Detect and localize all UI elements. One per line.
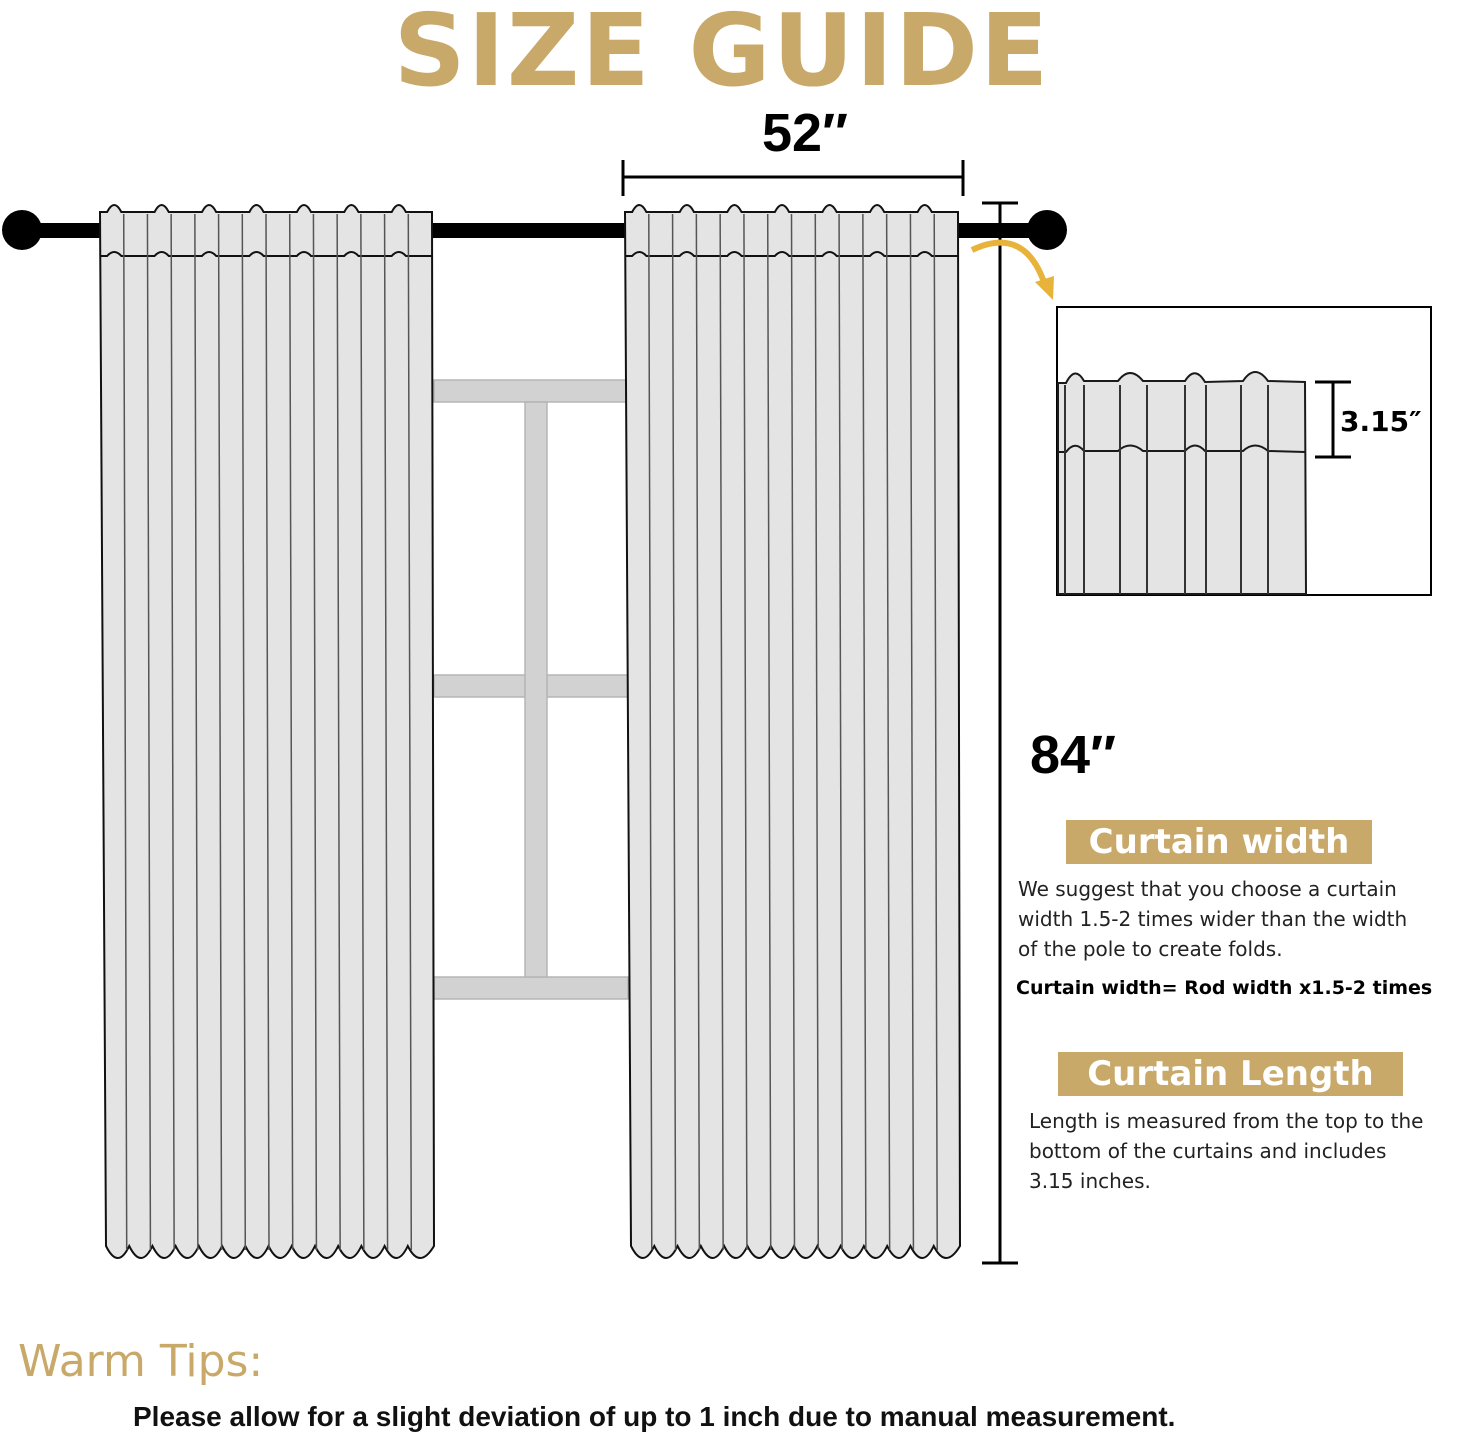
- warm-tips-heading: Warm Tips:: [18, 1336, 264, 1387]
- width-dimension-line: [623, 160, 963, 196]
- left-curtain: [100, 205, 434, 1258]
- length-label: 84″: [1030, 725, 1116, 785]
- curtain-width-text: [1018, 874, 1407, 964]
- text-line: bottom of the curtains and includes: [1029, 1139, 1387, 1163]
- window-frame: [434, 380, 628, 999]
- text-line: 3.15 inches.: [1029, 1169, 1151, 1193]
- width-label: 52″: [762, 103, 848, 163]
- header-height-label: 3.15″: [1340, 405, 1422, 438]
- text-line: Length is measured from the top to the: [1029, 1109, 1424, 1133]
- curtain-width-heading: Curtain width: [1066, 820, 1372, 864]
- length-dimension-line: [982, 203, 1018, 1263]
- text-line: of the pole to create folds.: [1018, 937, 1283, 961]
- warm-tips-text: Please allow for a slight deviation of up to 1 inch due to manual measurement.: [133, 1401, 1176, 1432]
- arrow-icon: [972, 243, 1054, 300]
- page-title: SIZE GUIDE: [393, 0, 1051, 109]
- curtain-length-heading: Curtain Length: [1058, 1052, 1403, 1096]
- text-line: width 1.5-2 times wider than the width: [1018, 907, 1408, 931]
- header-detail-inset: [1057, 307, 1431, 595]
- curtain-length-text: [1029, 1106, 1423, 1196]
- text-line: We suggest that you choose a curtain: [1018, 877, 1397, 901]
- curtain-width-formula: Curtain width= Rod width x1.5-2 times: [1016, 977, 1433, 999]
- right-curtain: [625, 205, 960, 1258]
